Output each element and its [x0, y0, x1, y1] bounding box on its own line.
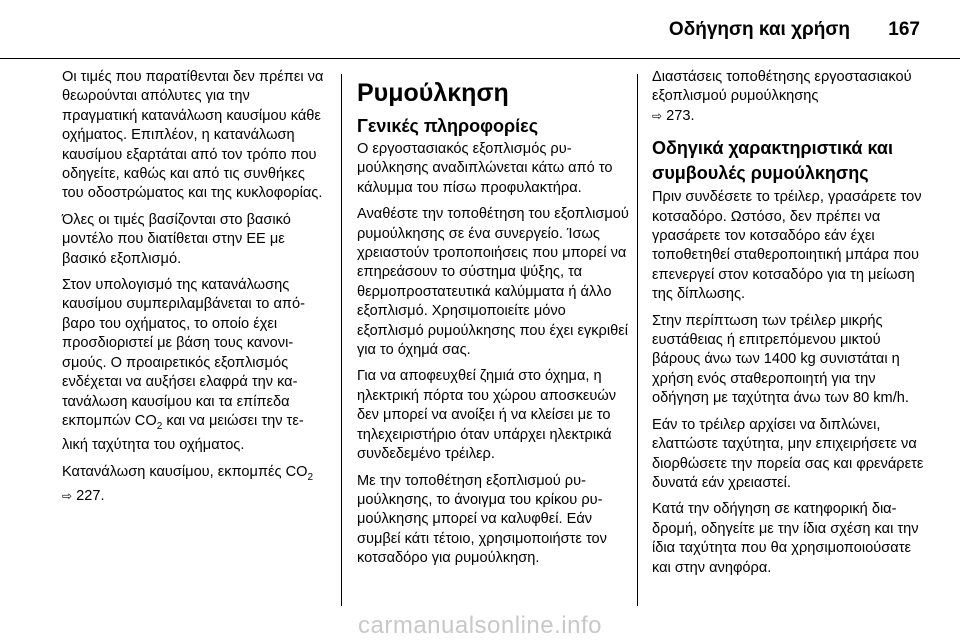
paragraph: Κατά την οδήγηση σε κατηφορική διαδρομή, οδηγείτε με την ίδια σχέση και την ίδια ταχύτητα που θα χρησιμοποιούσατε και στην ανηφόρα. — [652, 501, 919, 576]
header-divider — [0, 58, 960, 59]
reference-page: 273. — [662, 107, 695, 124]
subsection-title: Γενικές πληροφορίες — [357, 116, 539, 136]
paragraph: Όλες οι τιμές βασίζονται στο βασικό μοντέλο που διατίθεται στην ΕΕ με βασικό εξοπλισμό. — [62, 211, 291, 267]
reference-text: Διαστάσεις τοποθέτησης εργοστασιακού εξοπλισμού ρυμούλκησης — [652, 69, 912, 105]
paragraph — [62, 276, 324, 456]
arrow-right-icon: ⇨ — [62, 488, 73, 503]
arrow-right-icon: ⇨ — [652, 108, 663, 123]
text-run: Στον υπολογισμό της κατανάλωσης καυσίμου συμπεριλαμβάνεται το απόβαρο του οχήματος, το οποίο έχει προσδιοριστεί με βάση τους κανονισμούς. Ο προαιρετικός εξοπλισμός ενδέχεται να αυξήσει ελαφρά την κατανάλωση καυσίμου και τα επίπεδα εκπομπών CO — [62, 277, 305, 429]
paragraph: Εάν το τρέιλερ αρχίσει να διπλώνει, ελαττώστε ταχύτητα, μην επιχειρήσετε να διορθώσετε την πορεία σας και φρενάρετε δυνατά εάν χρειαστεί. — [652, 416, 924, 491]
paragraph: Με την τοποθέτηση εξοπλισμού ρυμούλκησης, το άνοιγμα του κρίκου ρυμούλκησης μπορεί να καλυφθεί. Εάν συμβεί κάτι τέτοιο, χρησιμοποιήστε τον κοτσαδόρο για ρυμούλκηση. — [357, 472, 607, 567]
cross-reference[interactable] — [62, 463, 324, 507]
subscript: 2 — [156, 420, 163, 432]
subscript: 2 — [307, 471, 314, 483]
paragraph: Αναθέστε την τοποθέτηση του εξοπλισμού ρυμούλκησης σε ένα συνεργείο. Ίσως χρειαστούν τροποποιήσεις που μπορεί να επηρεάσουν το σύστημα ψύξης, τα θερμοπροστατευτικά καλύμματα ή άλλο εξοπλισμό. Χρησιμοποιείτε μόνο εξοπλισμό ρυμούλκησης που έχει εγκριθεί για το όχημά σας. — [357, 206, 629, 359]
text-run: και να μειώσει την τελική ταχύτητα του οχήματος. — [62, 412, 304, 454]
paragraph: Οι τιμές που παρατίθενται δεν πρέπει να θεωρούνται απόλυτες για την πραγματική κατανάλωση καυσίμου κάθε οχήματος. Επιπλέον, η κατανάλωση καυσίμου εξαρτάται από τον τρόπο που οδηγείτε, καθώς και από τις συνθήκες του οδοστρώματος και της κυκλοφορίας. — [62, 69, 324, 202]
paragraph: Στην περίπτωση των τρέιλερ μικρής ευστάθειας ή επιτρεπόμενου μικτού βάρους άνω των 1400 kg συνιστάται η χρήση ενός σταθεροποιητή για την οδήγηση με ταχύτητα άνω των 80 km/h. — [652, 312, 909, 407]
column-divider-2 — [637, 74, 638, 606]
paragraph: Πριν συνδέσετε το τρέιλερ, γρασάρετε τον κοτσαδόρο. Ωστόσο, δεν πρέπει να γρασάρετε τον κοτσαδόρο εάν έχει τοποθετηθεί σταθεροποιητική μπάρα που επενεργεί στον κοτσαδόρο για τη μείωση της δίπλωσης. — [652, 189, 922, 303]
section-title: Ρυμούλκηση — [357, 79, 509, 107]
paragraph: Ο εργοστασιακός εξοπλισμός ρυμούλκησης αναδιπλώνεται κάτω από το κάλυμμα του πίσω προφυλακτήρα. — [357, 141, 613, 196]
column-divider-1 — [341, 74, 342, 606]
subsection-title: Οδηγικά χαρακτηριστικά και συμβουλές ρυμούλκησης — [652, 138, 893, 184]
cross-reference[interactable] — [652, 68, 924, 126]
column-right — [652, 68, 924, 585]
running-title: Οδήγηση και χρήση — [668, 19, 850, 40]
reference-text: Κατανάλωση καυσίμου, εκπομπές CO — [62, 463, 308, 480]
page-header — [0, 0, 960, 60]
watermark: carmanualsonline.info — [358, 612, 602, 639]
reference-page: 227. — [72, 487, 105, 504]
column-middle — [357, 68, 629, 576]
paragraph: Για να αποφευχθεί ζημιά στο όχημα, η ηλεκτρική πόρτα του χώρου αποσκευών δεν μπορεί να ανοίξει ή να κλείσει με το τηλεχειριστήριο όταν υπάρχει ηλεκτρικά συνδεδεμένο τρέιλερ. — [357, 368, 617, 463]
page-number: 167 — [888, 19, 920, 40]
column-left — [62, 68, 324, 513]
